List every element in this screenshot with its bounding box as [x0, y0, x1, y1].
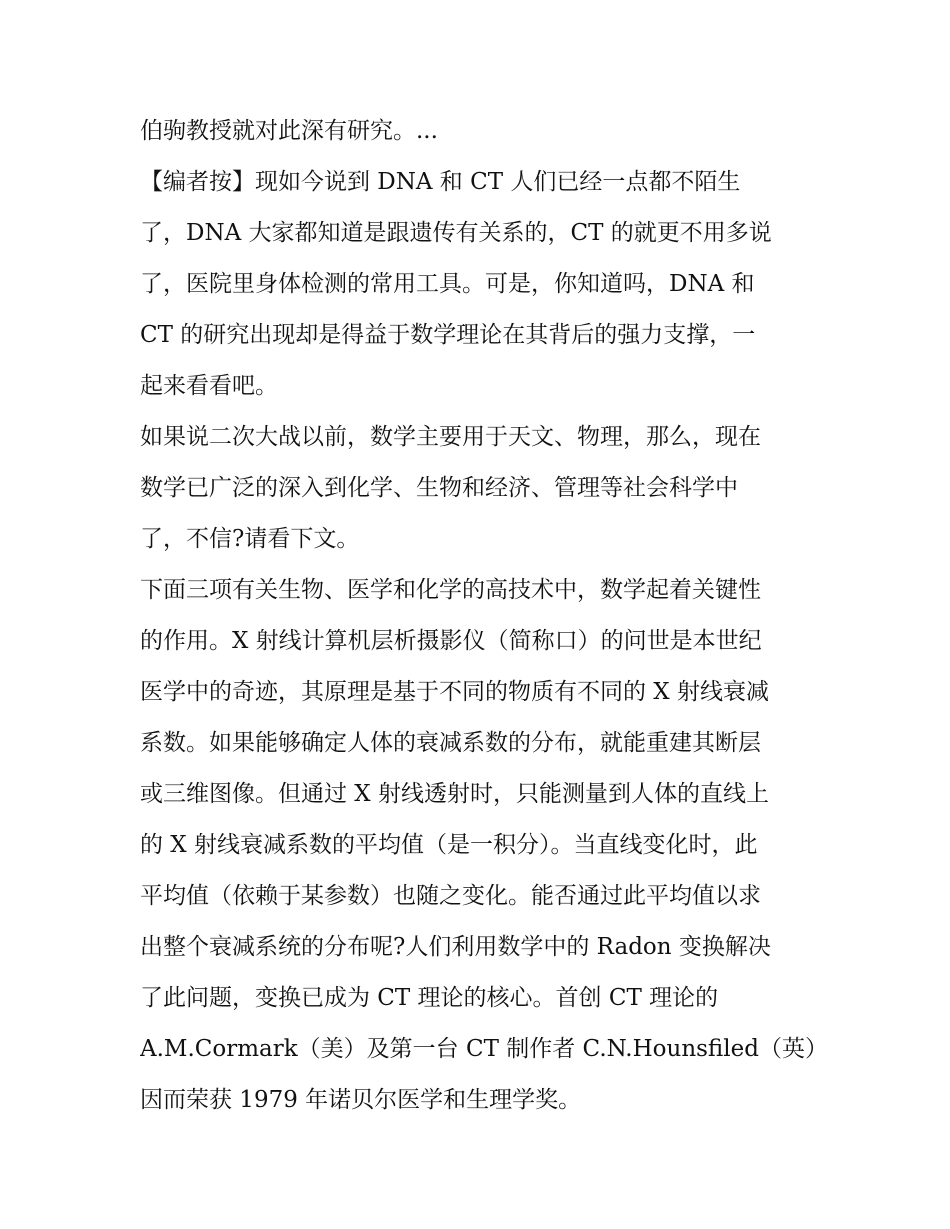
- text-line: 出整个衰减系统的分布呢?人们利用数学中的 Radon 变换解决: [140, 934, 771, 960]
- text-line: 伯驹教授就对此深有研究。...: [140, 118, 438, 144]
- text-line: 了，医院里身体检测的常用工具。可是，你知道吗，DNA 和: [140, 271, 755, 297]
- editor-note-line: 【编者按】现如今说到 DNA 和 CT 人们已经一点都不陌生: [140, 169, 741, 195]
- text-line: 的 X 射线衰减系数的平均值（是一积分）。当直线变化时，此: [140, 832, 758, 858]
- text-line: 平均值（依赖于某参数）也随之变化。能否通过此平均值以求: [140, 883, 761, 909]
- text-line: 了此问题，变换已成为 CT 理论的核心。首创 CT 理论的: [140, 985, 719, 1011]
- text-line: 的作用。X 射线计算机层析摄影仪（简称口）的问世是本世纪: [140, 628, 762, 654]
- text-line: 医学中的奇迹，其原理是基于不同的物质有不同的 X 射线衰减: [140, 679, 769, 705]
- text-line: A.M.Cormark（美）及第一台 CT 制作者 C.N.Hounsfiled（英）: [140, 1036, 828, 1062]
- article-body: [140, 106, 830, 1126]
- paragraph-start-line: 下面三项有关生物、医学和化学的高技术中，数学起着关键性: [140, 577, 761, 603]
- text-line: 起来看看吧。: [140, 373, 278, 399]
- text-line: 数学已广泛的深入到化学、生物和经济、管理等社会科学中: [140, 475, 738, 501]
- text-line: 了，不信?请看下文。: [140, 526, 360, 552]
- paragraph-start-line: 如果说二次大战以前，数学主要用于天文、物理，那么，现在: [140, 424, 761, 450]
- text-line: 或三维图像。但通过 X 射线透射时，只能测量到人体的直线上: [140, 781, 769, 807]
- text-line: 因而荣获 1979 年诺贝尔医学和生理学奖。: [140, 1087, 582, 1113]
- text-line: 系数。如果能够确定人体的衰减系数的分布，就能重建其断层: [140, 730, 761, 756]
- text-line: CT 的研究出现却是得益于数学理论在其背后的强力支撑，一: [140, 322, 756, 348]
- text-line: 了，DNA 大家都知道是跟遗传有关系的，CT 的就更不用多说: [140, 220, 772, 246]
